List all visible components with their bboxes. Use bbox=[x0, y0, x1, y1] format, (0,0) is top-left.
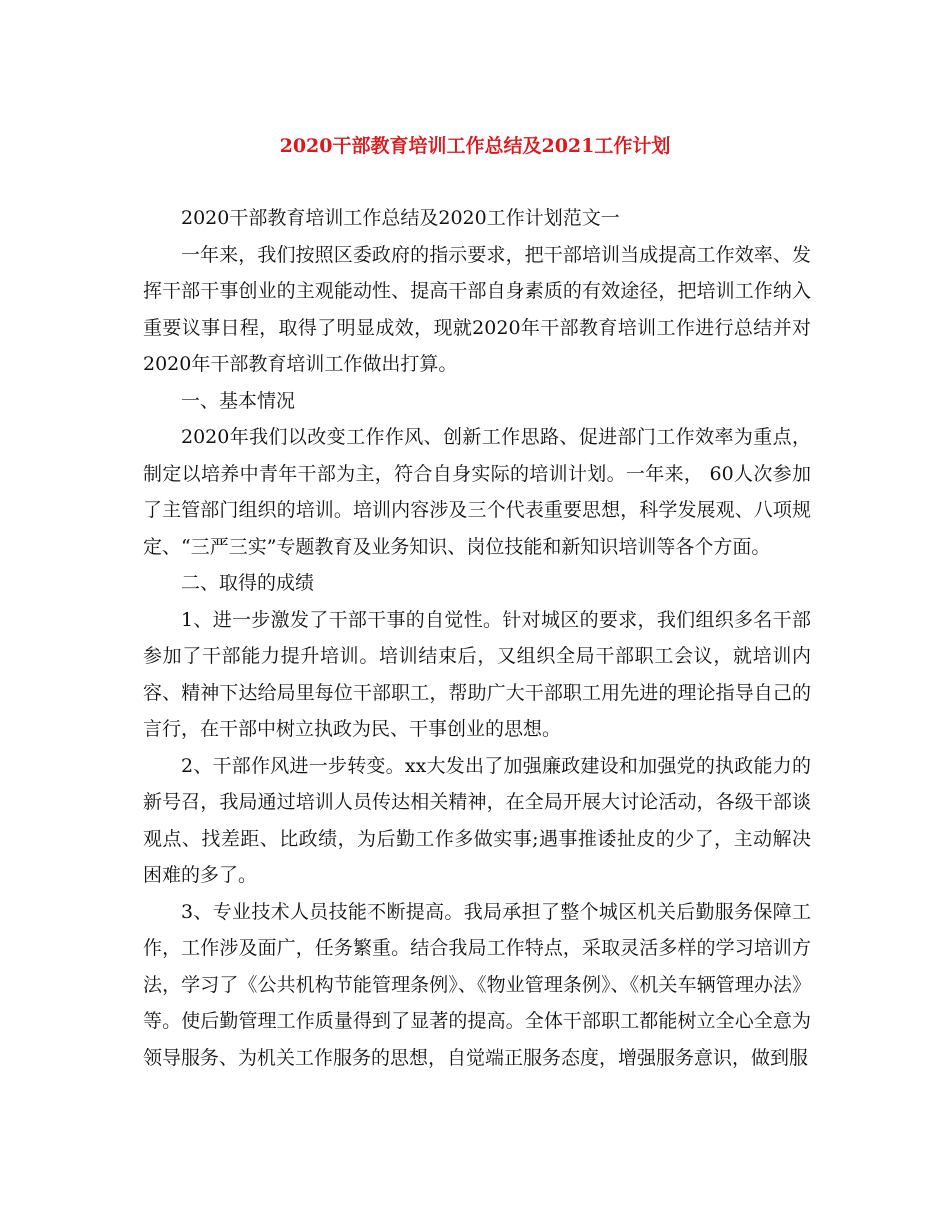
achievement-paragraph-1: 1、进一步激发了干部干事的自觉性。针对城区的要求，我们组织多名干部参加了干部能力提升培训。培训结束后，又组织全局干部职工会议，就培训内容、精神下达给局里每位干部职工，帮助广大干部职工用先进的理论指导自己的言行，在干部中树立执政为民、干事创业的思想。 bbox=[143, 608, 811, 740]
document-body bbox=[143, 200, 811, 1076]
subtitle-paragraph: 2020干部教育培训工作总结及2020工作计划范文一 bbox=[181, 207, 620, 229]
achievement-paragraph-3: 3、专业技术人员技能不断提高。我局承担了整个城区机关后勤服务保障工作，工作涉及面广，任务繁重。结合我局工作特点，采取灵活多样的学习培训方法，学习了《公共机构节能管理条例》、《物业管理条例》、《机关车辆管理办法》等。使后勤管理工作质量得到了显著的提高。全体干部职工都能树立全心全意为领导服务、为机关工作服务的思想，自觉端正服务态度，增强服务意识，做到服 bbox=[143, 900, 811, 1069]
achievement-paragraph-2: 2、干部作风进一步转变。xx大发出了加强廉政建设和加强党的执政能力的新号召，我局通过培训人员传达相关精神，在全局开展大讨论活动，各级干部谈观点、找差距、比政绩，为后勤工作多做实事;遇事推诿扯皮的少了，主动解决困难的多了。 bbox=[143, 754, 811, 886]
section-heading-achievements: 二、取得的成绩 bbox=[181, 572, 315, 594]
basic-situation-paragraph: 2020年我们以改变工作作风、创新工作思路、促进部门工作效率为重点，制定以培养中青年干部为主，符合自身实际的培训计划。一年来， 60人次参加了主管部门组织的培训。培训内容涉及三个代表重要思想，科学发展观、八项规定、“三严三实”专题教育及业务知识、岗位技能和新知识培训等各个方面。 bbox=[143, 426, 811, 558]
intro-paragraph: 一年来，我们按照区委政府的指示要求，把干部培训当成提高工作效率、发挥干部干事创业的主观能动性、提高干部自身素质的有效途径，把培训工作纳入重要议事日程，取得了明显成效，现就2020年干部教育培训工作进行总结并对2020年干部教育培训工作做出打算。 bbox=[143, 243, 811, 375]
section-heading-basic-situation: 一、基本情况 bbox=[181, 389, 296, 412]
document-title: 2020干部教育培训工作总结及2021工作计划 bbox=[279, 135, 671, 157]
